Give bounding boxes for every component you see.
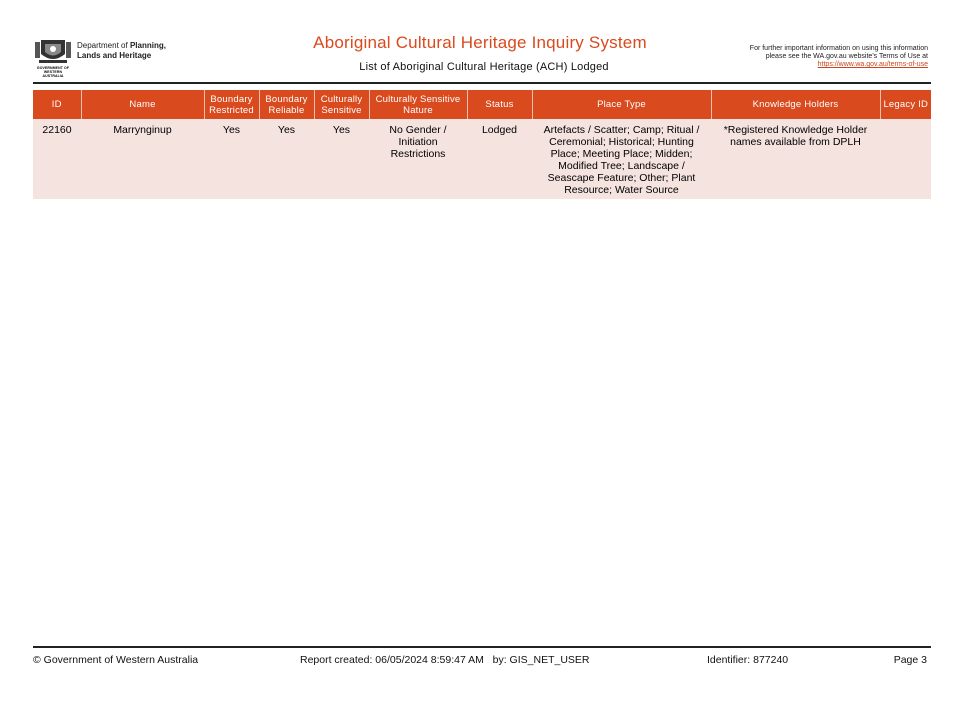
cell-legacy-id [880, 119, 931, 199]
table-row [33, 119, 931, 199]
cell-place-type: Artefacts / Scatter; Camp; Ritual / Ceremonial; Historical; Hunting Place; Meeting Place; Midden; Modified Tree; Landscape / Seascape Feature; Other; Plant Resource; Water Source [532, 119, 711, 199]
page-subtitle: List of Aboriginal Cultural Heritage (ACH) Lodged [359, 61, 609, 73]
cell-id: 22160 [33, 119, 81, 199]
table-header-row [33, 90, 931, 119]
footer-page-number: Page 3 [893, 654, 927, 666]
col-header-status: Status [467, 90, 532, 119]
cell-knowledge-holders: *Registered Knowledge Holder names available from DPLH [711, 119, 880, 199]
header-divider [33, 82, 931, 84]
department-logo [33, 36, 173, 78]
ach-table [33, 90, 931, 199]
cell-culturally-sensitive: Yes [314, 119, 369, 199]
crest-icon [33, 36, 73, 78]
cell-sensitive-nature: No Gender / Initiation Restrictions [369, 119, 467, 199]
report-header [0, 0, 964, 90]
col-header-place-type: Place Type [532, 90, 711, 119]
col-header-boundary-reliable: Boundary Reliable [259, 90, 314, 119]
footer-divider [33, 646, 931, 648]
footer-report-created: Report created: 06/05/2024 8:59:47 AM by: GIS_NET_USER [300, 654, 590, 666]
cell-name: Marrynginup [81, 119, 204, 199]
footer-identifier: Identifier: 877240 [707, 654, 789, 666]
terms-info: For further important information on using this information please see the WA.gov.au website's Terms of Use at https://www.wa.gov.au/terms-of-use [698, 45, 928, 69]
col-header-name: Name [81, 90, 204, 119]
crest-caption: GOVERNMENT OF WESTERN AUSTRALIA [36, 66, 70, 78]
cell-status: Lodged [467, 119, 532, 199]
col-header-id: ID [33, 90, 81, 119]
col-header-knowledge-holders: Knowledge Holders [711, 90, 880, 119]
col-header-legacy-id: Legacy ID [880, 90, 931, 119]
terms-of-use-link[interactable]: https://www.wa.gov.au/terms-of-use [817, 61, 928, 68]
cell-boundary-restricted: Yes [204, 119, 259, 199]
cell-boundary-reliable: Yes [259, 119, 314, 199]
col-header-sensitive-nature: Culturally Sensitive Nature [369, 90, 467, 119]
col-header-culturally-sensitive: Culturally Sensitive [314, 90, 369, 119]
footer-copyright: © Government of Western Australia [33, 654, 199, 666]
col-header-boundary-restricted: Boundary Restricted [204, 90, 259, 119]
page-title: Aboriginal Cultural Heritage Inquiry System [313, 33, 647, 52]
department-name: Department of Planning, Lands and Heritage [77, 41, 166, 60]
